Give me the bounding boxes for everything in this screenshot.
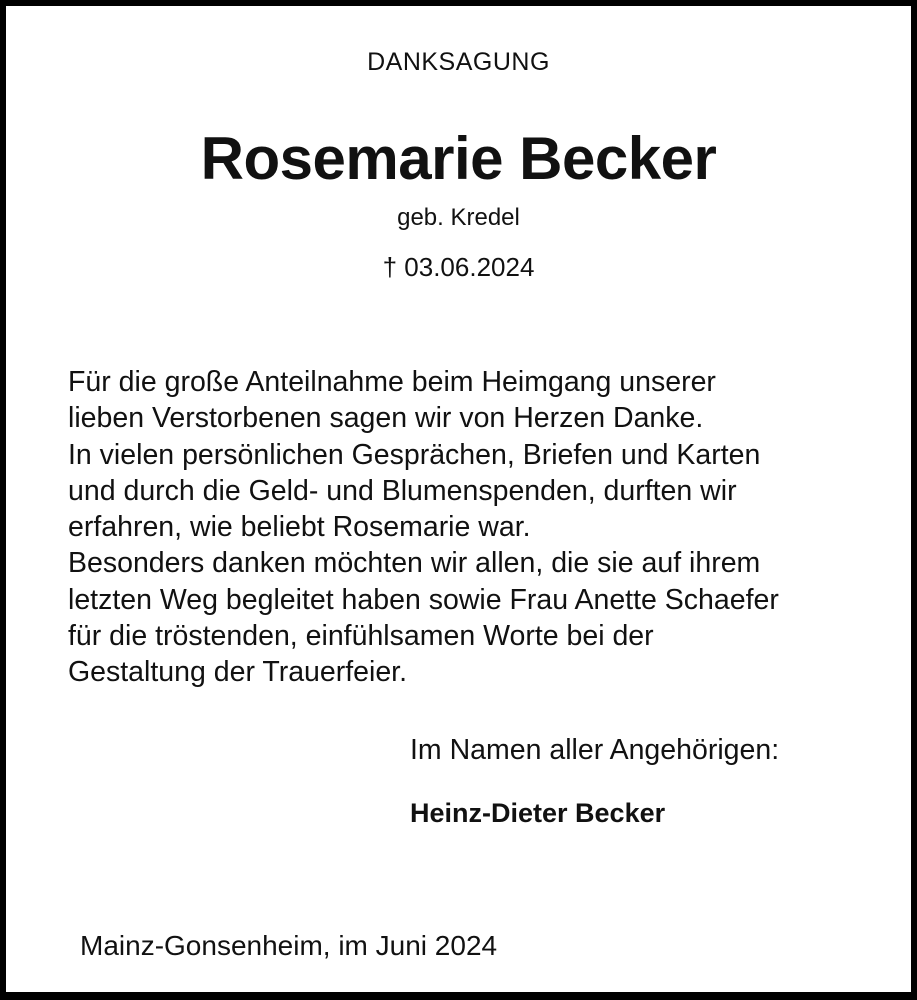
death-date: † 03.06.2024 xyxy=(382,252,535,282)
body-line: Besonders danken möchten wir allen, die sie auf ihrem xyxy=(68,547,761,580)
body-line: In vielen persönlichen Gesprächen, Briefen und Karten xyxy=(68,438,761,471)
signature-name: Heinz-Dieter Becker xyxy=(410,798,666,828)
notice-heading: DANKSAGUNG xyxy=(367,48,550,76)
body-line: lieben Verstorbenen sagen wir von Herzen Danke. xyxy=(68,402,704,435)
thank-you-text xyxy=(68,364,779,691)
obituary-notice xyxy=(6,6,911,992)
body-line: Gestaltung der Trauerfeier. xyxy=(68,656,408,689)
body-line: letzten Weg begleitet haben sowie Frau Anette Schaefer xyxy=(68,583,779,616)
body-line: für die tröstenden, einfühlsamen Worte bei der xyxy=(68,620,654,653)
place-date: Mainz-Gonsenheim, im Juni 2024 xyxy=(80,930,498,961)
body-line: und durch die Geld- und Blumenspenden, durften wir xyxy=(68,474,737,507)
body-line: Für die große Anteilnahme beim Heimgang unserer xyxy=(68,366,716,398)
signature-intro: Im Namen aller Angehörigen: xyxy=(410,734,780,766)
body-line: erfahren, wie beliebt Rosemarie war. xyxy=(68,511,531,544)
deceased-name: Rosemarie Becker xyxy=(200,125,717,192)
maiden-name: geb. Kredel xyxy=(397,204,520,231)
